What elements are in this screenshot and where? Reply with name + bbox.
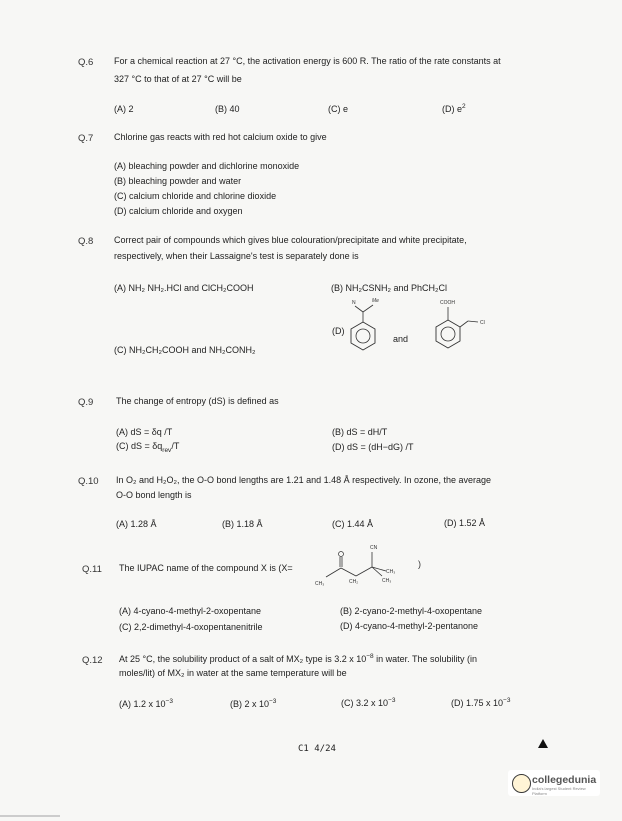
option-b[interactable]: (B) 40 <box>215 104 240 114</box>
page-number: C1 4/24 <box>298 744 336 754</box>
option-c[interactable] <box>116 440 179 452</box>
structure-label-ch2: CH₂ <box>349 579 359 585</box>
question-number: Q.8 <box>78 236 94 247</box>
option-a-text: (A) 1.2 x 10 <box>119 699 166 709</box>
option-c-subscript: rev <box>162 446 172 454</box>
question-number: Q.6 <box>78 57 94 68</box>
structure-label-ch3-left: CH₃ <box>315 581 325 587</box>
option-b[interactable]: (B) bleaching powder and water <box>114 176 242 186</box>
option-b-exponent: −3 <box>269 698 277 705</box>
option-b-text: (B) 2 x 10 <box>230 699 270 709</box>
question-text: 327 °C to that of at 27 °C will be <box>114 74 242 84</box>
option-d-text: (D) 1.75 x 10 <box>451 698 504 708</box>
question-text <box>119 653 477 665</box>
question-text: respectively, when their Lassaigne's test is separately done is <box>114 251 359 261</box>
triangle-marker-icon <box>538 739 548 748</box>
option-a-exponent: −3 <box>165 698 173 705</box>
option-a[interactable]: (A) dS = δq /T <box>116 427 173 437</box>
structure-compound-x <box>310 543 430 588</box>
question-number: Q.7 <box>78 133 94 144</box>
option-c[interactable]: (C) 2,2-dimethyl-4-oxopentanenitrile <box>119 622 263 632</box>
structure-label-n: N <box>352 300 356 306</box>
structure-label-cn: CN <box>370 545 378 551</box>
option-a[interactable]: (A) 1.28 Å <box>116 519 157 529</box>
question-text: Correct pair of compounds which gives blue colouration/precipitate and white precipitate, <box>114 235 467 245</box>
divider <box>0 815 60 817</box>
question-number: Q.9 <box>78 397 94 408</box>
question-number: Q.12 <box>82 655 103 666</box>
option-d[interactable]: (D) 4-cyano-4-methyl-2-pentanone <box>340 621 479 631</box>
option-b[interactable]: (B) NH₂CSNH₂ and PhCH₂Cl <box>331 283 448 293</box>
structure-close-paren: ) <box>418 559 421 569</box>
question-text-part: At 25 °C, the solubility product of a salt of MX₂ type is 3.2 x 10 <box>119 654 367 664</box>
option-c[interactable]: (C) e <box>328 104 348 114</box>
option-a[interactable]: (A) 2 <box>114 104 134 114</box>
logo-name: collegedunia <box>532 774 597 786</box>
question-text: The change of entropy (dS) is defined as <box>116 396 279 406</box>
and-label: and <box>393 334 409 344</box>
structure-label-cl: Cl <box>480 320 485 326</box>
option-d[interactable] <box>442 103 466 115</box>
question-text: moles/lit) of MX₂ in water at the same temperature will be <box>119 668 347 678</box>
option-d-exponent: −3 <box>503 697 511 704</box>
option-d[interactable] <box>451 697 510 709</box>
option-c[interactable]: (C) 1.44 Å <box>332 519 374 529</box>
option-c-text: (C) 3.2 x 10 <box>341 698 389 708</box>
question-text: O-O bond length is <box>116 490 192 500</box>
question-exponent: −8 <box>366 653 374 660</box>
option-b[interactable]: (B) 1.18 Å <box>222 519 263 529</box>
question-number: Q.10 <box>78 476 99 487</box>
option-b[interactable]: (B) 2-cyano-2-methyl-4-oxopentane <box>340 606 483 616</box>
option-d[interactable]: (D) <box>332 326 345 336</box>
option-c[interactable] <box>341 697 395 709</box>
option-a[interactable] <box>119 698 173 710</box>
question-text: Chlorine gas reacts with red hot calcium oxide to give <box>114 132 327 142</box>
option-c[interactable]: (C) NH₂CH₂COOH and NH₂CONH₂ <box>114 345 256 355</box>
question-text-part: in water. The solubility (in <box>373 654 478 664</box>
option-c-tail: /T <box>171 441 180 451</box>
question-text: In O₂ and H₂O₂, the O-O bond lengths are 1.21 and 1.48 Å respectively. In ozone, the average <box>116 475 492 485</box>
option-c[interactable]: (C) calcium chloride and chlorine dioxide <box>114 191 277 201</box>
structure-label-cooh: COOH <box>440 300 455 306</box>
structure-methylamino-benzene <box>342 296 392 366</box>
logo-tagline: India's largest Student Review Platform <box>532 786 586 797</box>
option-a[interactable]: (A) NH₂ NH₂.HCl and ClCH₂COOH <box>114 283 254 293</box>
option-d[interactable]: (D) 1.52 Å <box>444 518 486 528</box>
option-d-text: (D) e <box>442 104 462 114</box>
structure-label-ch3-right1: CH₃ <box>386 569 396 575</box>
option-d[interactable]: (D) dS = (dH−dG) /T <box>332 442 414 452</box>
option-d[interactable]: (D) calcium chloride and oxygen <box>114 206 243 216</box>
option-b[interactable]: (B) dS = dH/T <box>332 427 388 437</box>
option-d-exponent: 2 <box>462 103 466 110</box>
option-c-exponent: −3 <box>388 697 396 704</box>
option-a[interactable]: (A) 4-cyano-4-methyl-2-oxopentane <box>119 606 262 616</box>
option-a[interactable]: (A) bleaching powder and dichlorine monoxide <box>114 161 300 171</box>
question-number: Q.11 <box>82 564 102 575</box>
collegedunia-logo <box>508 770 600 796</box>
mascot-icon <box>512 774 531 793</box>
structure-label-me: Me <box>372 298 379 304</box>
question-text: For a chemical reaction at 27 °C, the activation energy is 600 R. The ratio of the rate constants at <box>114 56 501 66</box>
structure-chlorobenzoic-acid <box>430 296 490 366</box>
option-b[interactable] <box>230 698 276 710</box>
option-c-text: (C) dS = δq <box>116 441 163 451</box>
structure-label-ch3-right2: CH₃ <box>382 578 392 584</box>
question-text: The IUPAC name of the compound X is (X= <box>119 563 293 573</box>
